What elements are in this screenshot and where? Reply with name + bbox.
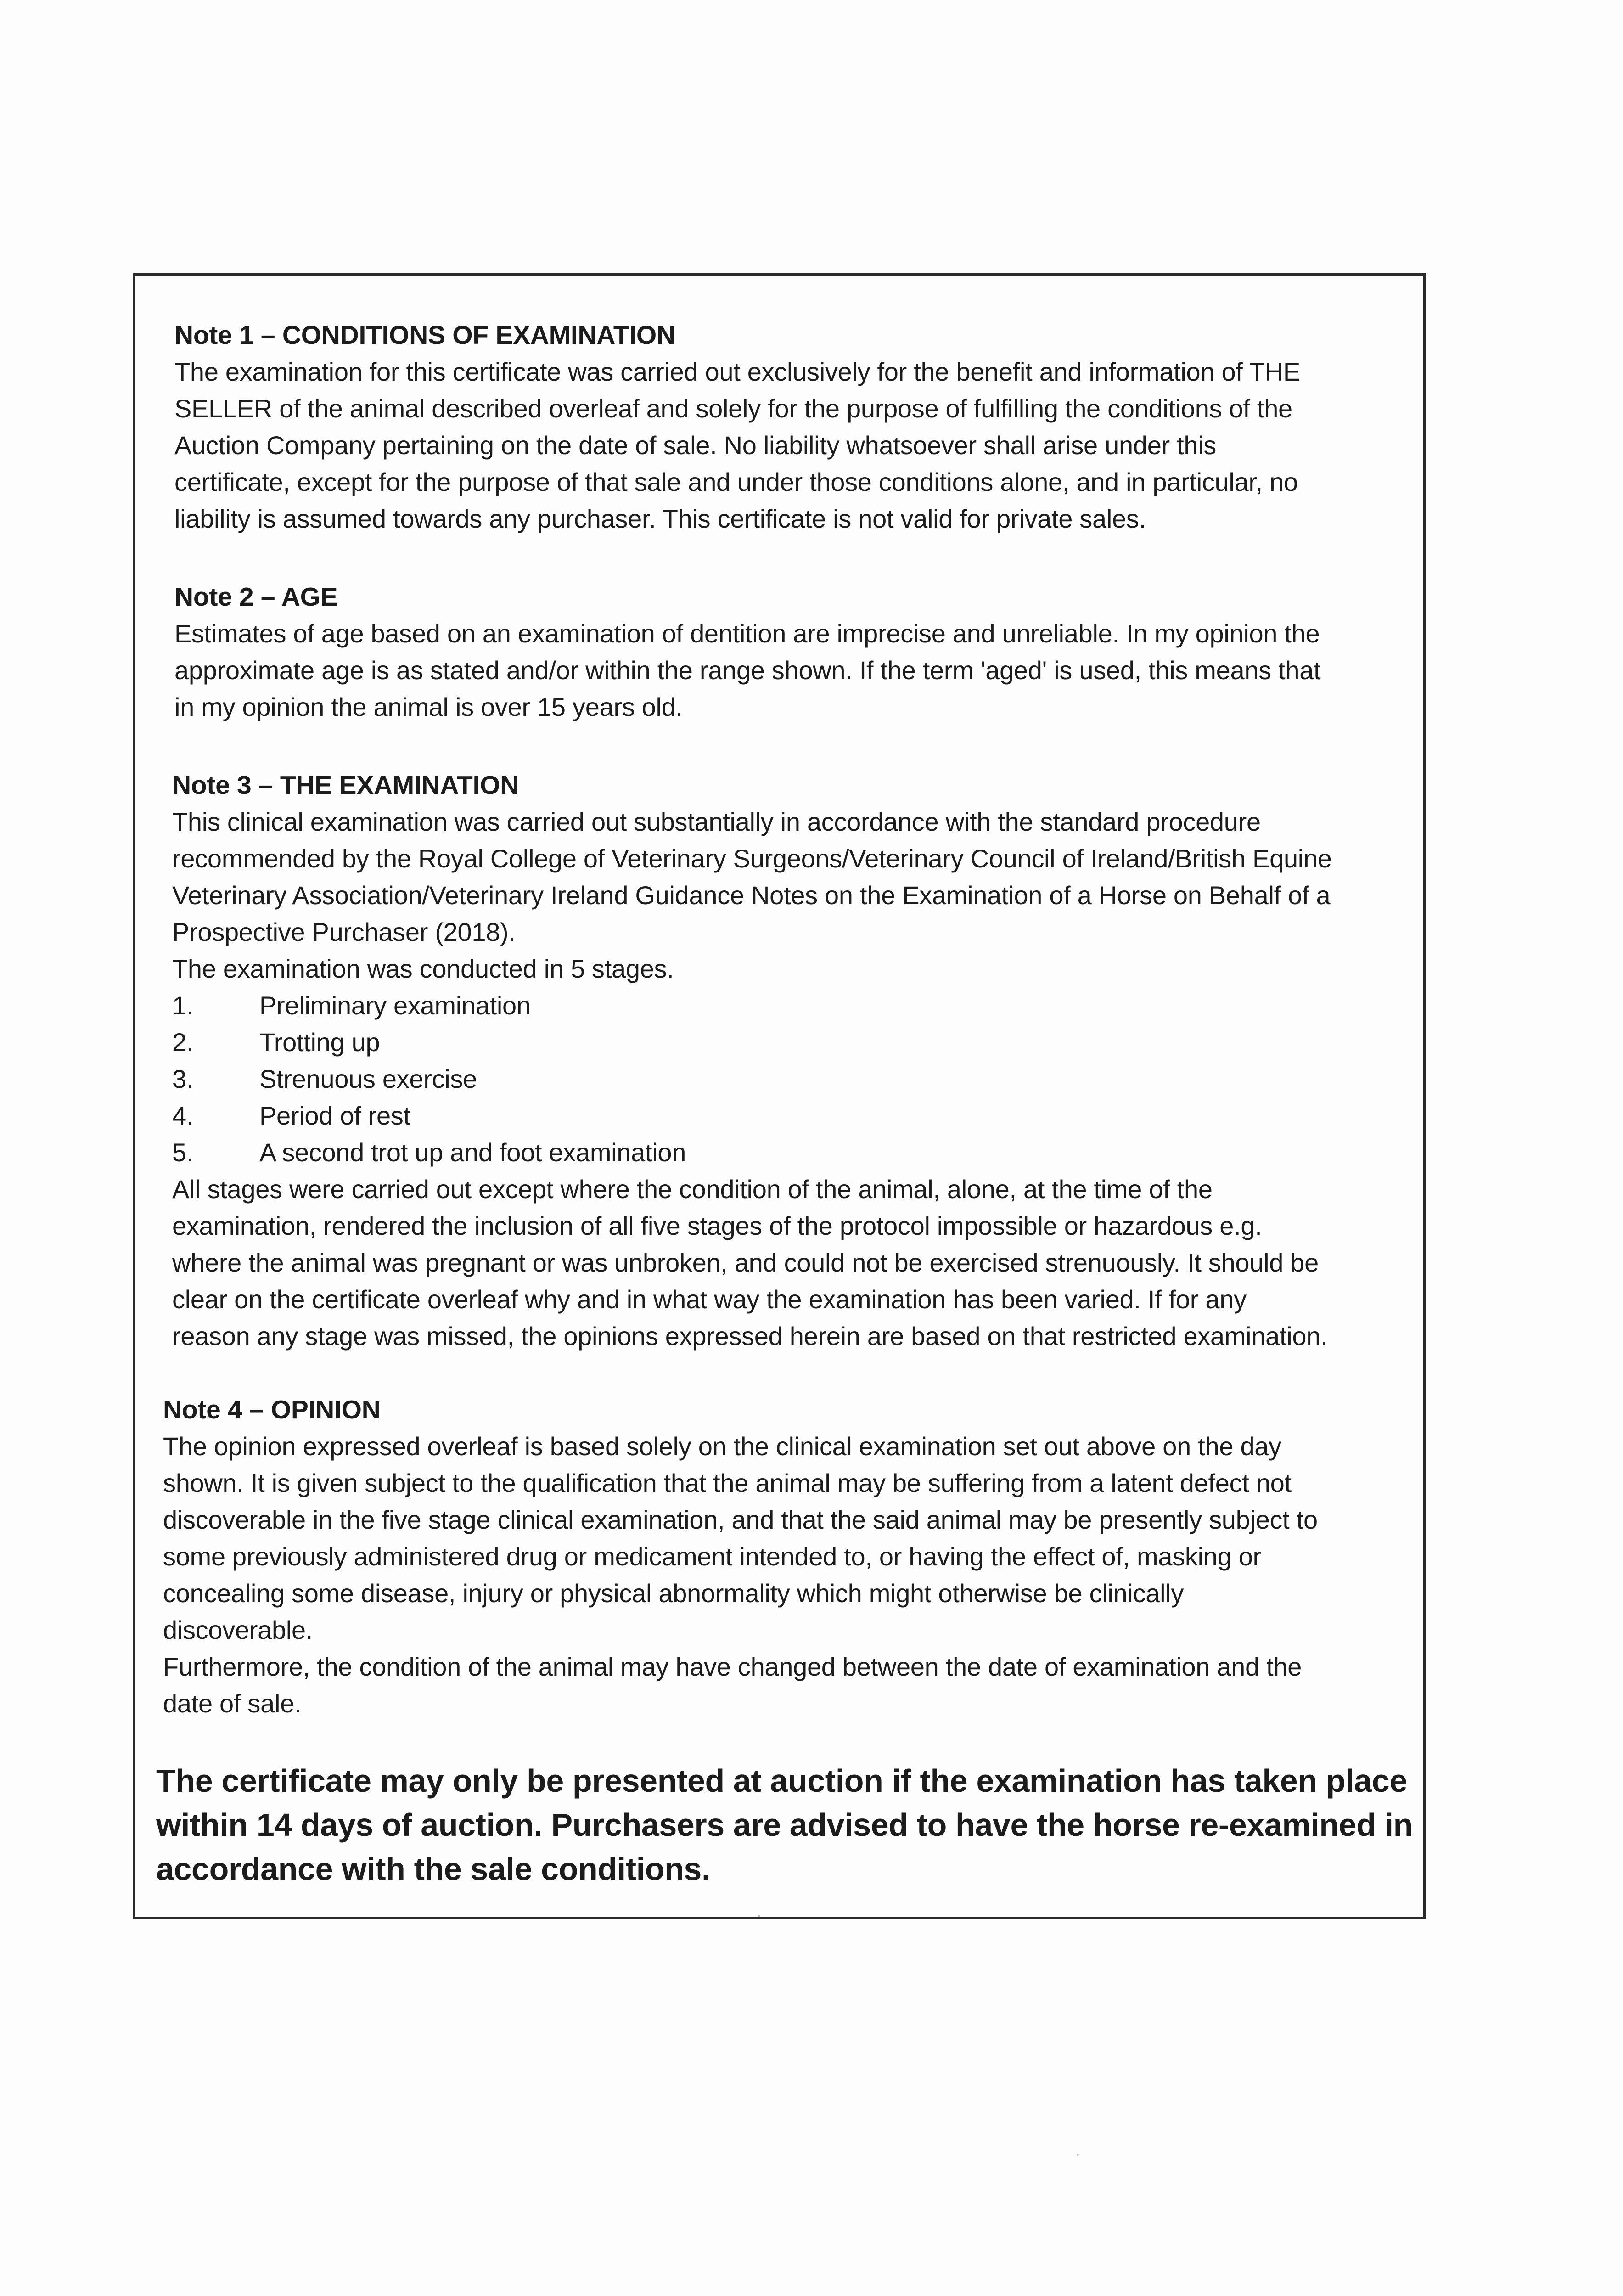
stage-list-item	[172, 987, 1421, 1024]
stage-label: Strenuous exercise	[259, 1064, 477, 1093]
note-3-line: examination, rendered the inclusion of all five stages of the protocol impossible or hazardous e.g.	[172, 1211, 1262, 1240]
note-3-line: This clinical examination was carried out substantially in accordance with the standard procedure	[172, 807, 1261, 836]
stage-label: Preliminary examination	[259, 991, 531, 1020]
note-1-line: Auction Company pertaining on the date of sale. No liability whatsoever shall arise under this	[174, 431, 1217, 460]
note-4-body	[163, 1428, 1412, 1722]
note-3-line: The examination was conducted in 5 stages.	[172, 954, 674, 983]
stage-number: 1.	[172, 991, 194, 1020]
auction-notice-line: The certificate may only be presented at auction if the examination has taken place	[156, 1763, 1407, 1799]
note-4-line: discoverable.	[163, 1615, 313, 1644]
note-3-body-continued	[172, 1171, 1421, 1355]
stage-number: 4.	[172, 1101, 194, 1130]
note-4-line: discoverable in the five stage clinical examination, and that the said animal may be presently subject to	[163, 1505, 1318, 1534]
note-4-line: date of sale.	[163, 1689, 302, 1718]
note-1-line: The examination for this certificate was carried out exclusively for the benefit and information of THE	[174, 357, 1300, 386]
stage-number: 2.	[172, 1028, 194, 1057]
note-1-line: liability is assumed towards any purchaser. This certificate is not valid for private sales.	[174, 504, 1146, 533]
stage-list-item	[172, 1061, 1421, 1097]
note-3-section	[172, 767, 1421, 1355]
note-3-line: where the animal was pregnant or was unbroken, and could not be exercised strenuously. It should be	[172, 1248, 1319, 1277]
stage-label: Period of rest	[259, 1101, 410, 1130]
note-4-section	[163, 1391, 1412, 1722]
auction-notice	[156, 1759, 1413, 1891]
auction-notice-line: accordance with the sale conditions.	[156, 1851, 711, 1887]
stage-list-item	[172, 1024, 1421, 1061]
note-1-heading: Note 1 – CONDITIONS OF EXAMINATION	[174, 321, 675, 350]
note-2-section	[174, 579, 1423, 726]
scan-speck	[758, 1915, 760, 1917]
note-4-line: shown. It is given subject to the qualification that the animal may be suffering from a latent defect not	[163, 1469, 1292, 1497]
note-4-line: Furthermore, the condition of the animal may have changed between the date of examination and the	[163, 1652, 1302, 1681]
note-1-body	[174, 354, 1423, 537]
note-3-heading: Note 3 – THE EXAMINATION	[172, 771, 519, 800]
stage-list-item	[172, 1097, 1421, 1134]
auction-notice-line: within 14 days of auction. Purchasers are advised to have the horse re-examined in	[156, 1807, 1413, 1843]
note-2-body	[174, 615, 1423, 726]
note-3-line: All stages were carried out except where the condition of the animal, alone, at the time of the	[172, 1175, 1213, 1204]
note-2-line: Estimates of age based on an examination of dentition are imprecise and unreliable. In my opinion the	[174, 619, 1320, 648]
note-2-line: in my opinion the animal is over 15 years old.	[174, 692, 683, 721]
note-1-line: SELLER of the animal described overleaf and solely for the purpose of fulfilling the conditions of the	[174, 394, 1292, 423]
note-4-line: The opinion expressed overleaf is based solely on the clinical examination set out above on the day	[163, 1432, 1281, 1461]
stages-list	[172, 987, 1421, 1171]
stage-number: 5.	[172, 1138, 194, 1167]
scan-speck	[1077, 2154, 1079, 2156]
note-4-line: concealing some disease, injury or physical abnormality which might otherwise be clinically	[163, 1579, 1184, 1608]
note-1-section	[174, 317, 1423, 537]
note-2-heading: Note 2 – AGE	[174, 582, 338, 612]
note-4-line: some previously administered drug or medicament intended to, or having the effect of, masking or	[163, 1542, 1261, 1571]
stage-label: A second trot up and foot examination	[259, 1138, 686, 1167]
note-3-body	[172, 804, 1421, 987]
stage-number: 3.	[172, 1064, 194, 1093]
stage-list-item	[172, 1134, 1421, 1171]
note-3-line: recommended by the Royal College of Veterinary Surgeons/Veterinary Council of Ireland/British Equine	[172, 844, 1332, 873]
note-3-line: Prospective Purchaser (2018).	[172, 917, 516, 946]
stage-label: Trotting up	[259, 1028, 380, 1057]
note-3-line: reason any stage was missed, the opinions expressed herein are based on that restricted examination.	[172, 1322, 1328, 1351]
note-3-line: clear on the certificate overleaf why and in what way the examination has been varied. If for any	[172, 1285, 1247, 1314]
note-2-line: approximate age is as stated and/or within the range shown. If the term 'aged' is used, this means that	[174, 656, 1321, 685]
note-3-line: Veterinary Association/Veterinary Ireland Guidance Notes on the Examination of a Horse on Behalf of a	[172, 881, 1331, 910]
note-1-line: certificate, except for the purpose of that sale and under those conditions alone, and in particular, no	[174, 467, 1298, 496]
note-4-heading: Note 4 – OPINION	[163, 1395, 381, 1424]
